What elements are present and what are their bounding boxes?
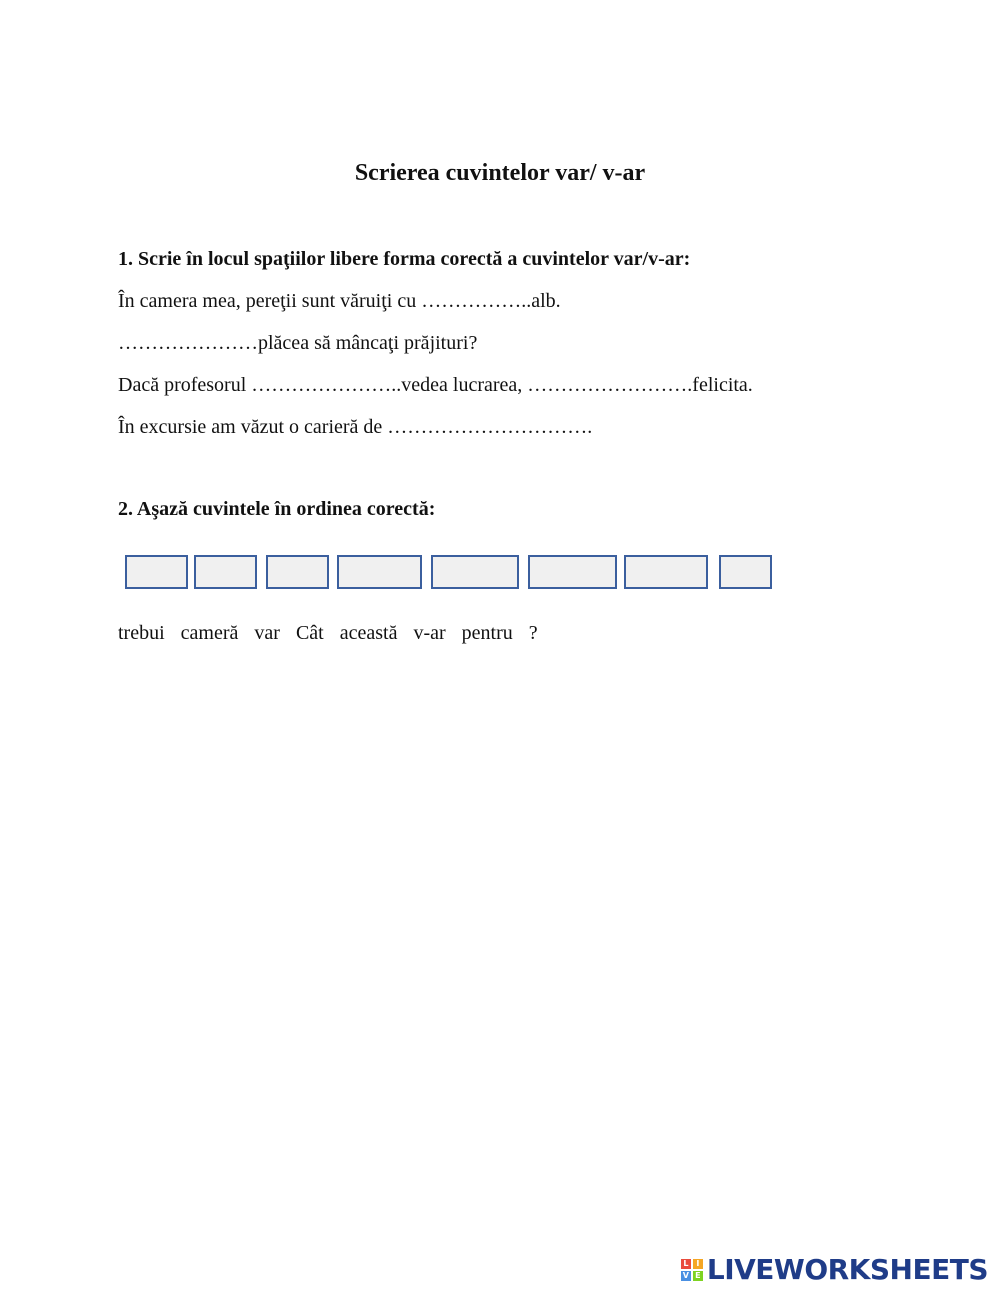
word-tile[interactable]: var: [254, 622, 280, 644]
liveworksheets-logo-icon: L I V E: [681, 1259, 703, 1281]
answer-box-8[interactable]: [719, 555, 772, 589]
word-tile[interactable]: v-ar: [413, 622, 446, 644]
exercise-1-line-2: …………………plăcea să mâncaţi prăjituri?: [118, 332, 478, 354]
word-tile[interactable]: Cât: [295, 622, 324, 644]
exercise-1-line-4: În excursie am văzut o carieră de ………………………….: [118, 416, 593, 438]
exercise-1-line-3: Dacă profesorul …………………..vedea lucrarea, …………………….felicita.: [118, 374, 753, 396]
answer-box-1[interactable]: [125, 555, 188, 589]
exercise-1-line-1: În camera mea, pereţii sunt văruiţi cu ……………..alb.: [118, 290, 561, 312]
exercise-2-heading: 2. Aşază cuvintele în ordinea corectă:: [118, 498, 436, 520]
liveworksheets-logo[interactable]: [681, 1253, 988, 1286]
answer-box-6[interactable]: [528, 555, 617, 589]
answer-box-2[interactable]: [194, 555, 257, 589]
word-tile[interactable]: cameră: [180, 622, 239, 644]
answer-box-5[interactable]: [431, 555, 519, 589]
word-tile[interactable]: această: [339, 622, 398, 644]
answer-box-7[interactable]: [624, 555, 708, 589]
word-tile[interactable]: pentru: [461, 622, 513, 644]
word-tile[interactable]: trebui: [118, 622, 165, 644]
answer-box-3[interactable]: [266, 555, 329, 589]
page-title: Scrierea cuvintelor var/ v-ar: [354, 160, 646, 186]
exercise-1-heading: 1. Scrie în locul spaţiilor libere forma corectă a cuvintelor var/v-ar:: [118, 248, 691, 270]
word-bank: [118, 622, 554, 645]
answer-box-4[interactable]: [337, 555, 422, 589]
liveworksheets-logo-text: LIVEWORKSHEETS: [706, 1253, 988, 1286]
word-tile[interactable]: ?: [528, 622, 538, 644]
